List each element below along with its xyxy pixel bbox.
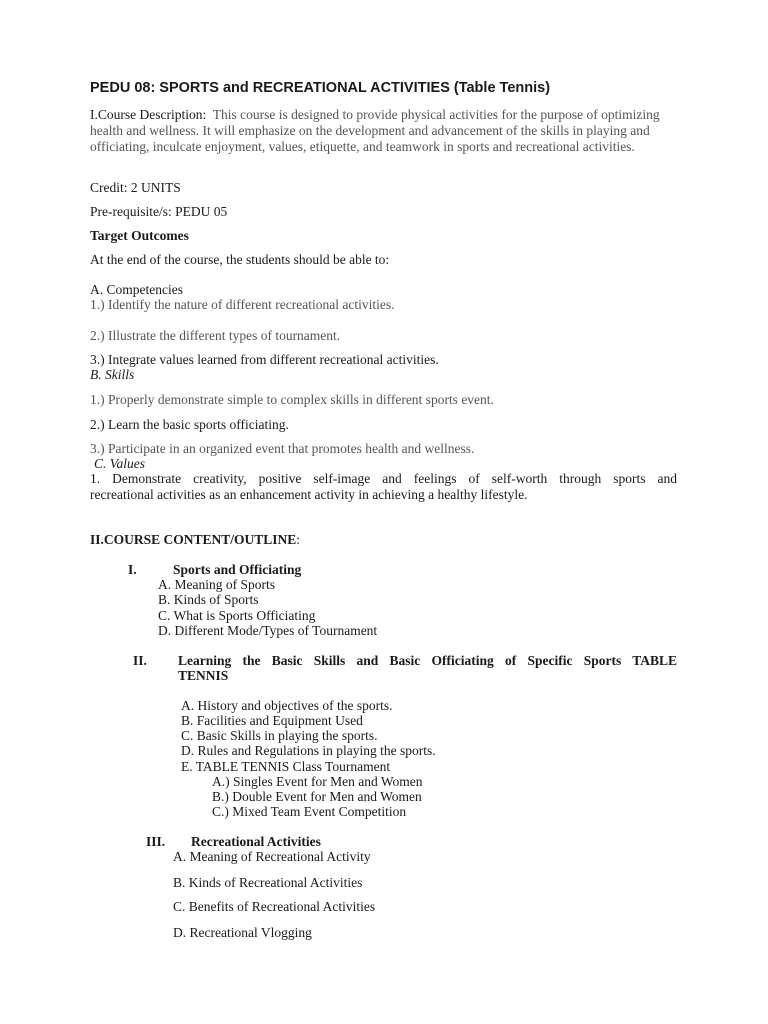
outline-item: B. Facilities and Equipment Used (181, 713, 363, 728)
section-number: I. (128, 562, 137, 577)
target-outcomes-intro: At the end of the course, the students should be able to: (90, 252, 390, 267)
competency-item: 2.) Illustrate the different types of tournament. (90, 328, 341, 343)
outline-item: B. Kinds of Recreational Activities (173, 875, 363, 890)
outline-subitem: A.) Singles Event for Men and Women (212, 774, 423, 789)
skill-item: 1.) Properly demonstrate simple to complex skills in different sports event. (90, 392, 494, 407)
outline-item: A. Meaning of Recreational Activity (173, 849, 371, 864)
values-item-line1: 1. Demonstrate creativity, positive self-image and feelings of self-worth through sports and (90, 471, 677, 486)
skill-item: 2.) Learn the basic sports officiating. (90, 417, 289, 432)
outline-subitem: B.) Double Event for Men and Women (212, 789, 422, 804)
course-description-label: I.Course Description: (90, 107, 207, 122)
skill-item: 3.) Participate in an organized event that promotes health and wellness. (90, 441, 475, 456)
section-number: II. (133, 653, 147, 668)
course-description-text: This course is designed to provide physical activities for the purpose of optimizing health and wellness. It will emphasize on the development and advancement of the skills in playing and officiating, inculcate enjoyment, values, etiquette, and teamwork in sports and recreational activities. (90, 107, 660, 154)
outline-subitem: C.) Mixed Team Event Competition (212, 804, 407, 819)
outline-heading (90, 532, 300, 548)
competency-item: 3.) Integrate values learned from different recreational activities. (90, 352, 439, 367)
outline-item: D. Different Mode/Types of Tournament (158, 623, 378, 638)
outline-item: B. Kinds of Sports (158, 592, 259, 607)
section-title-continued: TENNIS (178, 668, 229, 683)
outline-item: C. Basic Skills in playing the sports. (181, 728, 378, 743)
outline-heading-text: II.COURSE CONTENT/OUTLINE (90, 532, 297, 547)
outline-heading-colon: : (296, 532, 301, 547)
outline-item: D. Rules and Regulations in playing the sports. (181, 743, 436, 758)
section-title: Recreational Activities (191, 834, 321, 849)
course-description (90, 107, 670, 155)
outline-item: A. Meaning of Sports (158, 577, 275, 592)
outline-item: C. Benefits of Recreational Activities (173, 899, 376, 914)
competencies-heading: A. Competencies (90, 282, 183, 297)
section-title: Learning the Basic Skills and Basic Officiating of Specific Sports TABLE (178, 653, 677, 668)
outline-item: D. Recreational Vlogging (173, 925, 312, 940)
section-title: Sports and Officiating (173, 562, 302, 577)
values-heading: C. Values (94, 456, 146, 471)
competency-item: 1.) Identify the nature of different recreational activities. (90, 297, 395, 312)
section-number: III. (146, 834, 166, 849)
prerequisite-line: Pre-requisite/s: PEDU 05 (90, 204, 228, 219)
outline-item: A. History and objectives of the sports. (181, 698, 393, 713)
credit-line: Credit: 2 UNITS (90, 180, 181, 195)
outline-item: C. What is Sports Officiating (158, 608, 316, 623)
document-title: PEDU 08: SPORTS and RECREATIONAL ACTIVITIES (Table Tennis) (90, 80, 551, 96)
outline-item: E. TABLE TENNIS Class Tournament (181, 759, 391, 774)
skills-heading: B. Skills (90, 367, 135, 382)
values-item-line2: recreational activities as an enhancement activity in achieving a healthy lifestyle. (90, 487, 528, 502)
target-outcomes-heading: Target Outcomes (90, 228, 189, 243)
